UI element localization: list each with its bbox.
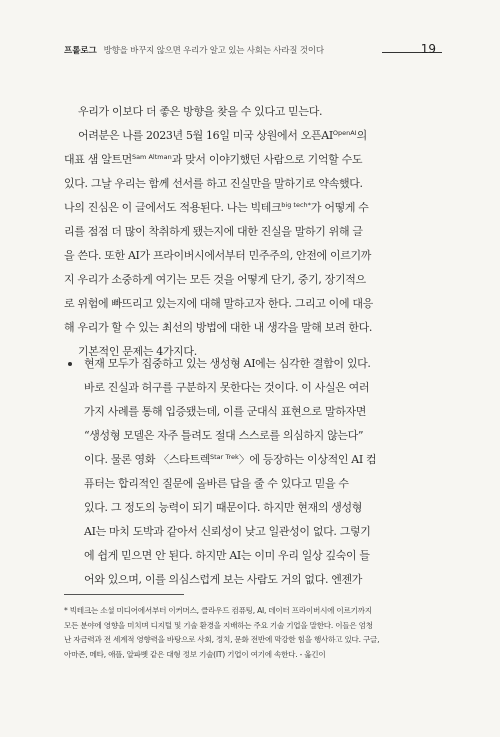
text-run: 나의 진심은 이 글에서도 적용된다. 나는 빅테크 (64, 201, 282, 214)
paragraph-line (64, 292, 436, 316)
paragraph-line (64, 148, 436, 172)
bullet-item (84, 352, 436, 592)
original-term-superscript: OpenAI (332, 129, 357, 137)
text-run: 난 자금력과 전 세계적 영향력을 바탕으로 사회, 정치, 문화 전반에 막강한 힘을 행사하고 있다. 구글, (64, 635, 380, 644)
footnote-line (64, 633, 436, 648)
paragraph (64, 100, 436, 124)
text-run: 어려분은 나를 2023년 5월 16일 미국 상원에서 오픈AI (78, 129, 333, 142)
paragraph-line (64, 316, 436, 340)
bullet-line (84, 496, 436, 520)
running-head (64, 44, 436, 60)
footnote-line (64, 619, 436, 634)
original-term-superscript: Sam Altman (131, 153, 172, 161)
footnote-line (64, 604, 436, 619)
text-run: 을 쓴다. 또한 AI가 프라이버시에서부터 민주주의, 안전에 이르기까 (64, 249, 372, 262)
bullet-line (84, 472, 436, 496)
text-run: 있다. 그날 우리는 함께 선서를 하고 진실만을 말하기로 약속했다. (64, 177, 363, 190)
text-run: 가지 사례를 통해 입증됐는데, 이를 군대식 표현으로 말하자면 (84, 405, 367, 418)
footnote-rule (64, 594, 184, 595)
text-run: 가 어떻게 수 (310, 201, 369, 214)
paragraph-line (64, 196, 436, 220)
running-head-part: 프롤로그 (64, 46, 97, 56)
text-run: 이다. 물론 영화 〈스타트렉 (84, 453, 210, 466)
text-run: 퓨터는 합리적인 질문에 올바른 답을 줄 수 있다고 믿을 수 (84, 477, 349, 490)
paragraph-line (64, 244, 436, 268)
footnote (64, 604, 436, 662)
text-run: 현재 모두가 집중하고 있는 생성형 AI에는 심각한 결함이 있다. (84, 357, 371, 370)
text-run: 대표 샘 알트먼 (64, 153, 132, 166)
text-run: 로 위험에 빠뜨리고 있는지에 대해 말하고자 한다. 그리고 이에 대응 (64, 297, 373, 310)
body-text (64, 100, 436, 364)
bullet-line (84, 448, 436, 472)
text-run: 지 우리가 소중하게 여기는 모든 것을 어떻게 단기, 중기, 장기적으 (64, 273, 366, 286)
text-run: 에 쉽게 믿으면 안 된다. 하지만 AI는 이미 우리 일상 깊숙이 들 (84, 549, 370, 562)
paragraph-line (64, 124, 436, 148)
text-run: 리를 점점 더 많이 착취하게 됐는지에 대한 진실을 말하기 위해 글 (64, 225, 363, 238)
bullet-dot-icon (68, 362, 72, 366)
bullet-list (84, 352, 436, 592)
text-run: 모든 분야에 영향을 미치며 디지털 및 기술 환경을 지배하는 주요 기술 기업을 말한다. 이들은 엄청 (64, 620, 373, 630)
bullet-line (84, 376, 436, 400)
text-run: 의 (356, 129, 367, 142)
text-run: 〉에 등장하는 이상적인 AI 컴 (238, 453, 377, 466)
paragraph-line (64, 268, 436, 292)
text-run: 있다. 그 정도의 능력이 되기 때문이다. 하지만 현재의 생성형 (84, 501, 363, 514)
paragraph-line (64, 220, 436, 244)
bullet-line (84, 400, 436, 424)
text-run: 어와 있으며, 이를 의심스럽게 보는 사람도 거의 없다. 엔젠가 (84, 573, 363, 586)
text-run: 해 우리가 할 수 있는 최선의 방법에 대한 내 생각을 말해 보려 한다. (64, 321, 373, 334)
text-run: “생성형 모델은 자주 틀려도 절대 스스로를 의심하지 않는다” (84, 429, 364, 442)
running-head-title: 방향을 바꾸지 않으면 우리가 알고 있는 사회는 사라질 것이다 (103, 46, 324, 56)
text-run: * 빅테크는 소셜 미디어에서부터 이커머스, 클라우드 컴퓨팅, AI, 데이터 프라이버시에 이르기까지 (64, 606, 372, 615)
bullet-line (84, 568, 436, 592)
bullet-line (84, 544, 436, 568)
text-run: 과 맞서 이야기했던 사람으로 기억할 수도 (171, 153, 363, 166)
original-term-superscript: big tech* (281, 201, 311, 209)
bullet-line (84, 352, 436, 376)
bullet-line (84, 424, 436, 448)
text-run: AI는 마치 도박과 같아서 신뢰성이 낮고 일관성이 없다. 그렇기 (84, 525, 371, 538)
paragraph-line (64, 172, 436, 196)
text-run: 우리가 이보다 더 좋은 방향을 찾을 수 있다고 믿는다. (78, 105, 323, 118)
bullet-line (84, 520, 436, 544)
footnote-line (64, 648, 436, 663)
page-number: 19 (420, 42, 436, 56)
text-run: 아마존, 메타, 애플, 알파벳 같은 대형 정보 기술(IT) 기업이 여기에 속한다. - 옮긴이 (64, 649, 326, 659)
paragraph-line (64, 100, 436, 124)
text-run: 기본적인 문제는 4가지다. (78, 345, 197, 358)
text-run: 바로 진실과 허구를 구분하지 못한다는 것이다. 이 사실은 여러 (84, 381, 370, 394)
original-term-superscript: Star Trek (210, 453, 239, 461)
paragraph (64, 124, 436, 340)
